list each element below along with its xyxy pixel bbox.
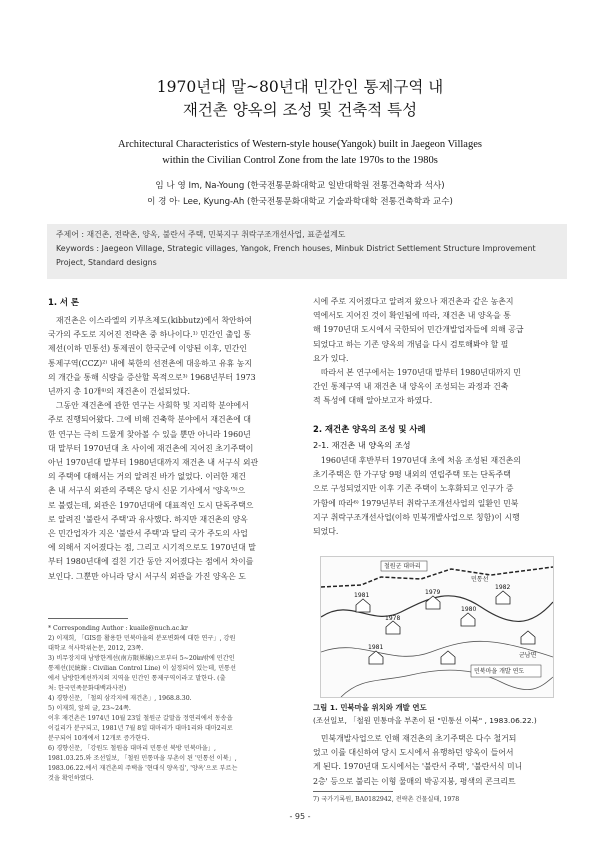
body-line: 은 민간업자가 지은 '불란서 주택'과 달리 국가 주도의 사업 xyxy=(48,529,248,539)
body-line: 되었다. xyxy=(313,527,339,537)
body-line: 1960년대 후반부터 1970년대 초에 처음 조성된 재건촌의 xyxy=(320,456,521,465)
body-line: 지구 취락구조개선사업(이하 민북개발사업으로 칭함)이 시행 xyxy=(313,512,520,522)
map-year-label: 1982 xyxy=(495,584,511,591)
author-1: 임 나 영 Im, Na-Young (한국전통문화대학교 일반대학원 전통건축학과 석사) xyxy=(155,181,445,191)
body-line: 년까지 총 10개⁴⁾의 재건촌이 건설되었다. xyxy=(48,387,191,397)
figure-map xyxy=(320,556,554,698)
figure-caption: 그림 1. 민북마을 위치와 개발 연도 xyxy=(313,703,427,712)
footnote-line: 처: 한국민족문화대백과사전) xyxy=(48,685,127,692)
body-line: 되었다고 하는 기존 양옥의 개념을 다시 검토해봐야 할 필 xyxy=(313,339,509,349)
body-line: 통제구역(CCZ)²⁾ 내에 북한의 선전촌에 대응하고 유휴 농지 xyxy=(48,358,252,368)
map-legend-label: 민북마을 개발 연도 xyxy=(474,668,525,675)
footnote-line: 4) 경향신문, 「철의 삼각지에 재건촌」, 1968.8.30. xyxy=(48,695,192,702)
footnote-line: 이길리가 분구되고, 1981년 7월 8일 대마리가 대마1리와 대마2리로 xyxy=(48,725,233,732)
map-year-label: 1981 xyxy=(368,644,384,651)
body-line: 로 알려진 '불란서 주택'과 유사했다. 하지만 재건촌의 양옥 xyxy=(48,514,248,524)
right-column-intro xyxy=(313,295,557,409)
body-line: 의 주택에 대해서는 거의 알려진 바가 없었다. 이러한 재건 xyxy=(48,472,246,482)
footnote-line: * Corresponding Author : kuaile@nuch.ac.kr xyxy=(48,625,188,632)
body-line: 아닌 1970년대 말부터 1980년대까지 재건촌 내 서구식 외관 xyxy=(48,458,259,468)
body-line: 로 불렸는데, 외관은 1970년대에 대표적인 도시 단독주택으 xyxy=(48,500,254,510)
body-line: 게 된다. 1970년대 도시에서는 '불란서 주택', '불란서식 미니 xyxy=(313,762,523,772)
subsection-heading-2-1: 2-1. 재건촌 내 양옥의 조성 xyxy=(313,440,411,450)
map-label: 군남면 xyxy=(519,652,537,659)
keywords-english: Keywords : Jaegeon Village, Strategic villages, Yangok, French houses, Minbuk District Settlement Structure Improvement xyxy=(56,244,536,253)
map-label: 철원군 대마리 xyxy=(384,563,421,570)
body-line: 대 말부터 1970년대 초 사이에 재건촌에 지어진 초기주택이 xyxy=(48,443,254,453)
footnote-line: 1981.03.25.와 조선일보, 「철원 민통마을 부촌이 된 '민통선 이북」, xyxy=(48,755,237,762)
figure-source: (조선일보, 「철원 민통마을 부촌이 된 "민통선 이북" , 1983.06.22.) xyxy=(313,716,537,725)
title-english-line-1: Architectural Characteristics of Western-style house(Yangok) built in Jaegeon Villages xyxy=(118,139,482,150)
right-column-bottom xyxy=(313,732,557,789)
map-year-label: 1981 xyxy=(354,592,370,599)
body-line: 그동안 재건촌에 관한 연구는 사회학 및 지리학 분야에서 xyxy=(55,401,249,411)
section-heading-2: 2. 재건촌 양옥의 조성 및 사례 xyxy=(313,424,426,434)
body-line: 국가의 주도로 지어진 전략촌 중 하나이다.¹⁾ 민간인 출입 통 xyxy=(48,330,251,340)
left-column-body xyxy=(48,314,292,584)
footnote-line: 2) 이재희, 「GIS를 활용한 민북마을의 분포변화에 대한 연구」, 강원 xyxy=(48,635,236,642)
body-line: 보인다. 그뿐만 아니라 당시 서구식 외관을 가진 양옥은 도 xyxy=(48,571,246,581)
body-line: 재건촌은 이스라엘의 키부츠제도(kibbutz)에서 착안하여 xyxy=(55,316,252,325)
keywords-korean: 주제어 : 재건촌, 전략촌, 양옥, 불란서 주택, 민북지구 취락구조개선사업, 표준설계도 xyxy=(56,230,346,239)
body-line: 제선(이하 민통선) 통제권이 한국군에 이양된 이후, 민간인 xyxy=(48,344,248,354)
page-number: - 95 - xyxy=(289,812,311,821)
footnote-line: 것을 확인하였다. xyxy=(48,775,94,782)
body-line: 적 특성에 대해 알아보고자 하였다. xyxy=(313,396,433,406)
title-korean-line-2: 재건촌 양옥의 조성 및 건축적 특성 xyxy=(182,101,418,119)
map-illustration xyxy=(321,557,553,697)
footnote-line: 이후 재건촌은 1974년 10월 23일 철원군 갈말읍 정연리에서 동송읍 xyxy=(48,715,233,722)
body-line: 민북개발사업으로 인해 재건촌의 초기주택은 다수 철거되 xyxy=(320,734,517,743)
body-line: 한 연구는 극히 드물게 찾아볼 수 있을 뿐만 아니라 1960년 xyxy=(48,429,251,439)
body-line: 가함에 따라⁶⁾ 1979년부터 취락구조개선사업의 일환인 민북 xyxy=(313,498,519,508)
footnote-line: 대학교 석사학위논문, 2012, 23쪽. xyxy=(48,645,144,652)
left-footnotes xyxy=(48,624,292,784)
body-line: 간인 통제구역 내 재건촌 내 양옥이 조성되는 과정과 건축 xyxy=(313,382,509,392)
footnote-line: 1983.06.22.에서 재건촌의 주택을 '현대식 양옥집', '양옥'으로 부르는 xyxy=(48,765,238,772)
author-2: 이 경 아· Lee, Kyung-Ah (한국전통문화대학교 기술과학대학 전통건축학과 교수) xyxy=(147,197,453,207)
map-label: 민통선 xyxy=(471,576,489,583)
body-line: 해 1970년대 도시에서 국한되어 민간개발업자들에 의해 공급 xyxy=(313,325,524,335)
keywords-english-cont: Project, Standard designs xyxy=(56,258,157,267)
body-line: 에 의해서 지어졌다는 점, 그리고 시기적으로도 1970년대 말 xyxy=(48,543,256,553)
map-year-label: 1980 xyxy=(461,606,477,613)
body-line: 의 개간을 통해 식량을 증산할 목적으로³⁾ 1968년부터 1973 xyxy=(48,372,256,382)
section-heading-intro: 1. 서 론 xyxy=(48,297,80,307)
footnote-rule xyxy=(313,791,393,792)
right-column-section2 xyxy=(313,454,557,539)
map-year-label: 1979 xyxy=(425,589,441,596)
body-line: 부터 1980년대에 걸친 기간 동안 지어졌다는 점에서 차이를 xyxy=(48,557,254,567)
footnote-line: 3) 비무장지대 남방한계선(南方限界線)으로부터 5~20㎞밖에 민간인 xyxy=(48,655,235,662)
footnote-line: 분구되어 10개에서 12개로 증가한다. xyxy=(48,735,150,742)
footnote-line: 6) 경향신문, 「강원도 철원읍 대마리 민통선 북방 민북마을」, xyxy=(48,745,216,752)
body-line: 초기주택은 한 가구당 9평 내외의 연립주택 또는 단독주택 xyxy=(313,470,511,480)
body-line: 따라서 본 연구에서는 1970년대 말부터 1980년대까지 민 xyxy=(320,368,521,378)
body-line: 요가 있다. xyxy=(313,353,349,363)
footnote-rule xyxy=(48,618,128,619)
title-english-line-2: within the Civilian Control Zone from the late 1970s to the 1980s xyxy=(162,155,438,166)
map-year-label: 1978 xyxy=(385,615,401,622)
body-line: 역에서도 지어진 것이 확인됨에 따라, 재건촌 내 양옥을 통 xyxy=(313,311,511,321)
body-line: 시에 주로 지어졌다고 알려져 왔으나 재건촌과 같은 농촌지 xyxy=(313,297,514,306)
footnote-line: 에서 남방한계선까지의 지역을 민간인 통제구역이라고 말한다. (출 xyxy=(48,675,226,682)
body-line: 2층' 등으로 불리는 이형 물매의 박공지붕, 평색의 콘크리트 xyxy=(313,776,516,786)
footnote-line: 통제선(民統線 : Civilian Control Line) 이 설정되어 있는데, 민통선 xyxy=(48,665,237,672)
title-korean-line-1: 1970년대 말~80년대 민간인 통제구역 내 xyxy=(156,78,444,96)
body-line: 촌 내 서구식 외관의 주택은 당시 신문 기사에서 '양옥'⁵⁾으 xyxy=(48,486,246,496)
body-line: 으로 구성되었지만 이후 기존 주택이 노후화되고 인구가 증 xyxy=(313,484,514,494)
footnote-line: 5) 이재희, 앞의 글, 23~24쪽. xyxy=(48,705,131,712)
body-line: 주로 진행되어왔다. 그에 비해 건축학 분야에서 재건촌에 대 xyxy=(48,415,252,425)
body-line: 었고 이를 대신하여 당시 도시에서 유행하던 양옥이 들어서 xyxy=(313,748,514,758)
right-footnote: 7) 국가기록원, BA0182942, 전략촌 건물실태, 1978 xyxy=(313,796,460,803)
